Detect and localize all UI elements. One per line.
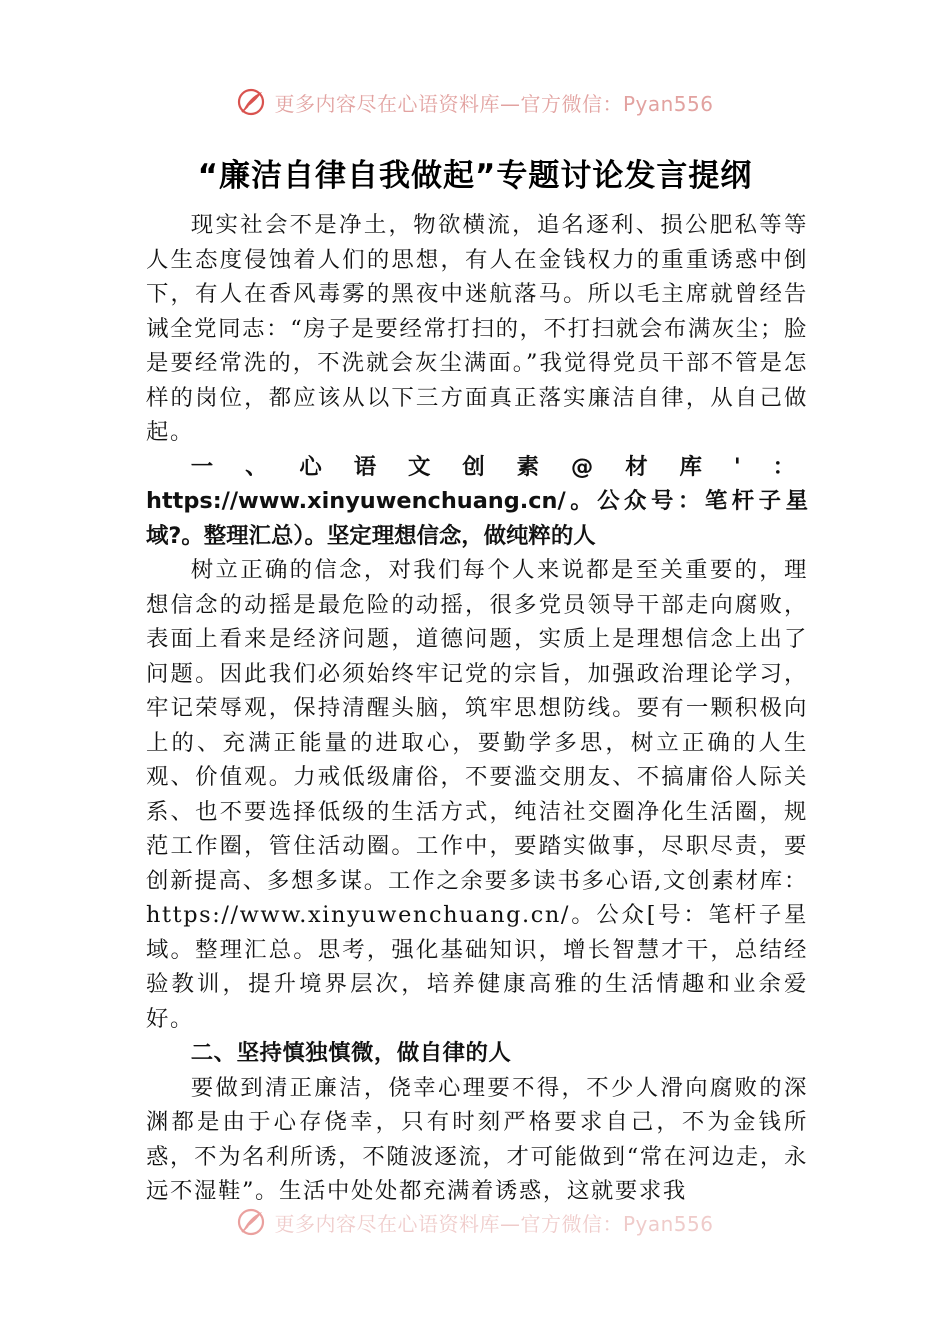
section-1-heading bbox=[146, 450, 808, 554]
section-1-paragraph: 树立正确的信念，对我们每个人来说都是至关重要的，理想信念的动摇是最危险的动摇，很多党员领导干部走向腐败，表面上看来是经济问题，道德问题，实质上是理想信念上出了问题。因此我们必须始终牢记党的宗旨，加强政治理论学习，牢记荣辱观，保持清醒头脑，筑牢思想防线。要有一颗积极向上的、充满正能量的进取心，要勤学多思，树立正确的人生观、价值观。力戒低级庸俗，不要滥交朋友、不搞庸俗人际关系、也不要选择低级的生活方式，纯洁社交圈净化生活圈，规范工作圈，管住活动圈。工作中，要踏实做事，尽职尽责，要创新提高、多想多谋。工作之余要多读书多心语,文创素材库：https://www.xinyuwenchuang.cn/。公众[号：笔杆子星域。整理汇总。思考，强化基础知识，增长智慧才干，总结经验教训，提升境界层次，培养健康高雅的生活情趣和业余爱好。 bbox=[146, 557, 808, 1032]
section-2-heading: 二、坚持慎独慎微，做自律的人 bbox=[190, 1040, 512, 1066]
watermark-text: 更多内容尽在心语资料库—官方微信：Pyan556 bbox=[274, 91, 714, 116]
section-2-paragraph: 要做到清正廉洁，侥幸心理要不得，不少人滑向腐败的深渊都是由于心存侥幸，只有时刻严格要求自己，不为金钱所惑，不为名利所诱，不随波逐流，才可能做到“常在河边走，永远不湿鞋”。生活中处处都充满着诱惑，这就要求我 bbox=[146, 1074, 808, 1204]
section-1-heading-prefix: 一、心语文创素@材库'： bbox=[190, 453, 808, 480]
quill-logo-icon bbox=[236, 1207, 266, 1237]
intro-paragraph: 现实社会不是净土，物欲横流，追名逐利、损公肥私等等人生态度侵蚀着人们的思想，有人在金钱权力的重重诱惑中倒下，有人在香风毒雾的黑夜中迷航落马。所以毛主席就曾经告诫全党同志：“房子是要经常打扫的，不打扫就会布满灰尘；脸是要经常洗的，不洗就会灰尘满面。”我觉得党员干部不管是怎样的岗位，都应该从以下三方面真正落实廉洁自律，从自己做起。 bbox=[146, 212, 808, 445]
section-1-heading-rest: https://www.xinyuwenchuang.cn/。公众号：笔杆子星域?。整理汇总）。坚定理想信念，做纯粹的人 bbox=[146, 488, 808, 549]
quill-logo-icon bbox=[236, 87, 266, 117]
document-title: “廉洁自律自我做起”专题讨论发言提纲 bbox=[197, 158, 753, 194]
watermark-text: 更多内容尽在心语资料库—官方微信：Pyan556 bbox=[274, 1211, 714, 1236]
document-body bbox=[146, 208, 808, 1209]
watermark-header bbox=[0, 82, 950, 122]
watermark-footer bbox=[0, 1202, 950, 1242]
